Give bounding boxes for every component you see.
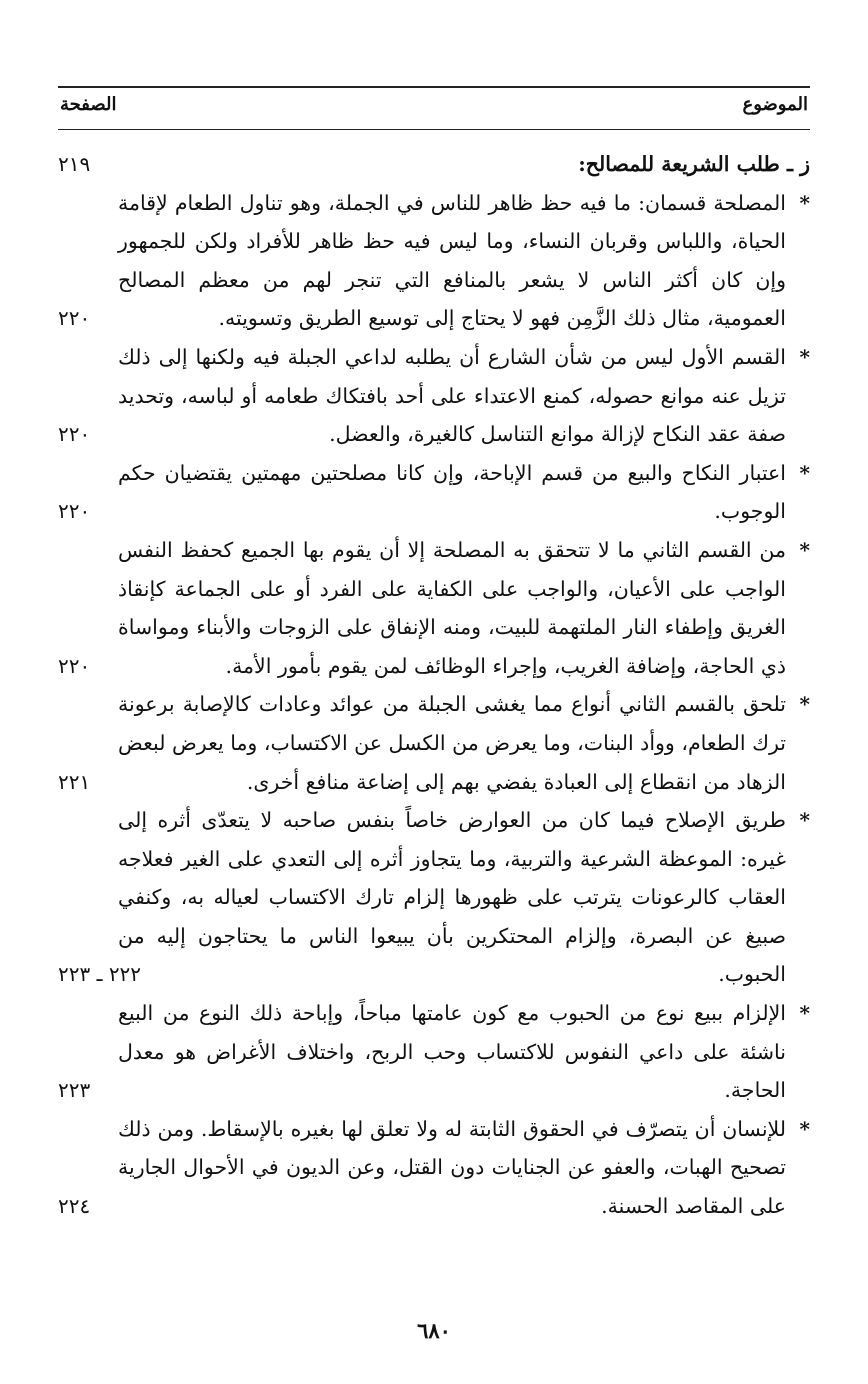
column-header-page: الصفحة xyxy=(60,94,117,115)
index-entry xyxy=(0,338,868,454)
bullet-marker: * xyxy=(799,190,810,215)
index-entry xyxy=(0,994,868,1110)
index-entry xyxy=(0,1110,868,1226)
column-header-topic: الموضوع xyxy=(742,94,808,115)
bullet-marker: * xyxy=(799,537,810,562)
index-entry xyxy=(0,685,868,801)
page-reference: ٢٢٠ xyxy=(58,306,91,331)
bullet-marker: * xyxy=(799,460,810,485)
entry-text: المصلحة قسمان: ما فيه حظ ظاهر للناس في الجملة، وهو تناول الطعام لإقامة الحياة، واللباس وقربان النساء، وما ليس فيه حظ ظاهر للأفراد ولكن للجمهور وإن كان أكثر الناس لا يشعر بالمنافع التي تنجر لهم من معظم المصالح العمومية، مثال ذلك الزَّمِن فهو لا يحتاج إلى توسيع الطريق وتسويته. xyxy=(118,190,786,331)
entry-text: اعتبار النكاح والبيع من قسم الإباحة، وإن كانا مصلحتين مهمتين يقتضيان حكم الوجوب. xyxy=(118,460,786,524)
page-reference: ٢٢١ xyxy=(58,769,91,794)
bullet-marker: * xyxy=(799,1116,810,1141)
page-reference: ٢٢٠ xyxy=(58,499,91,524)
entry-text: تلحق بالقسم الثاني أنواع مما يغشى الجبلة من عوائد وعادات كالإصابة برعونة ترك الطعام، ووأد البنات، وما يعرض من الكسل عن الاكتساب، وما يعرض لبعض الزهاد من انقطاع إلى العبادة يفضي بهم إلى إضاعة منافع أخرى. xyxy=(118,692,786,794)
index-entry xyxy=(0,531,868,685)
entry-text: للإنسان أن يتصرّف في الحقوق الثابتة له ولا تعلق لها بغيره بالإسقاط. ومن ذلك تصحيح الهبات، والعفو عن الجنايات دون القتل، وعن الديون في الأحوال الجارية على المقاصد الحسنة. xyxy=(118,1116,786,1219)
page-reference: ٢٢٠ xyxy=(58,653,91,678)
bullet-marker: * xyxy=(799,808,810,833)
page-reference: ٢٢٣ xyxy=(58,1078,91,1103)
page-reference: ٢٢٤ xyxy=(58,1194,91,1219)
index-entry xyxy=(0,801,868,994)
page-reference: ٢٢٠ xyxy=(58,422,91,447)
entry-text: من القسم الثاني ما لا تتحقق به المصلحة إلا أن يقوم بها الجميع كحفظ النفس الواجب على الأعيان، والواجب على الكفاية على الفرد أو على الجماعة كإنقاذ الغريق وإطفاء النار الملتهمة للبيت، ومنه الإنفاق على الزوجات والأبناء ومواساة ذي الحاجة، وإضافة الغريب، وإجراء الوظائف لمن يقوم بأمور الأمة. xyxy=(118,537,786,678)
index-entry xyxy=(0,454,868,531)
top-rule xyxy=(58,86,810,88)
page-reference: ٢٢٢ ـ ٢٢٣ xyxy=(58,962,142,987)
entry-text: القسم الأول ليس من شأن الشارع أن يطلبه لداعي الجبلة فيه ولكنها إلى ذلك تزيل عنه موانع حصوله، كمنع الاعتداء على أحد بافتكاك طعامه أو لباسه، وتحديد صفة عقد النكاح لإزالة موانع التناسل كالغيرة، والعضل. xyxy=(118,344,786,447)
entry-text: الإلزام ببيع نوع من الحبوب مع كون عامتها مباحاً، وإباحة ذلك النوع من البيع ناشئة على داعي النفوس للاكتساب وحب الربح، واختلاف الأغراض هو معدل الحاجة. xyxy=(118,1001,786,1103)
bullet-marker: * xyxy=(799,692,810,717)
page-reference: ٢١٩ xyxy=(58,152,91,176)
bullet-marker: * xyxy=(799,344,810,369)
header-rule xyxy=(58,129,810,130)
bullet-marker: * xyxy=(799,1001,810,1026)
page-number: ٦٨٠ xyxy=(417,1318,451,1343)
index-entries xyxy=(0,145,868,1226)
section-heading-entry xyxy=(0,145,868,184)
index-entry xyxy=(0,184,868,338)
entry-text: طريق الإصلاح فيما كان من العوارض خاصاً بنفس صاحبه لا يتعدّى أثره إلى غيره: الموعظة الشرعية والتربية، وما يتجاوز أثره إلى التعدي على الغير فعلاجه العقاب كالرعونات يترتب على ظهورها إلزام تارك الاكتساب لعياله به، وكنفي صبيغ عن البصرة، وإلزام المحتكرين بأن يبيعوا الناس ما يحتاجون إليه من الحبوب. xyxy=(118,808,786,987)
section-heading: ز ـ طلب الشريعة للمصالح: xyxy=(578,152,810,176)
